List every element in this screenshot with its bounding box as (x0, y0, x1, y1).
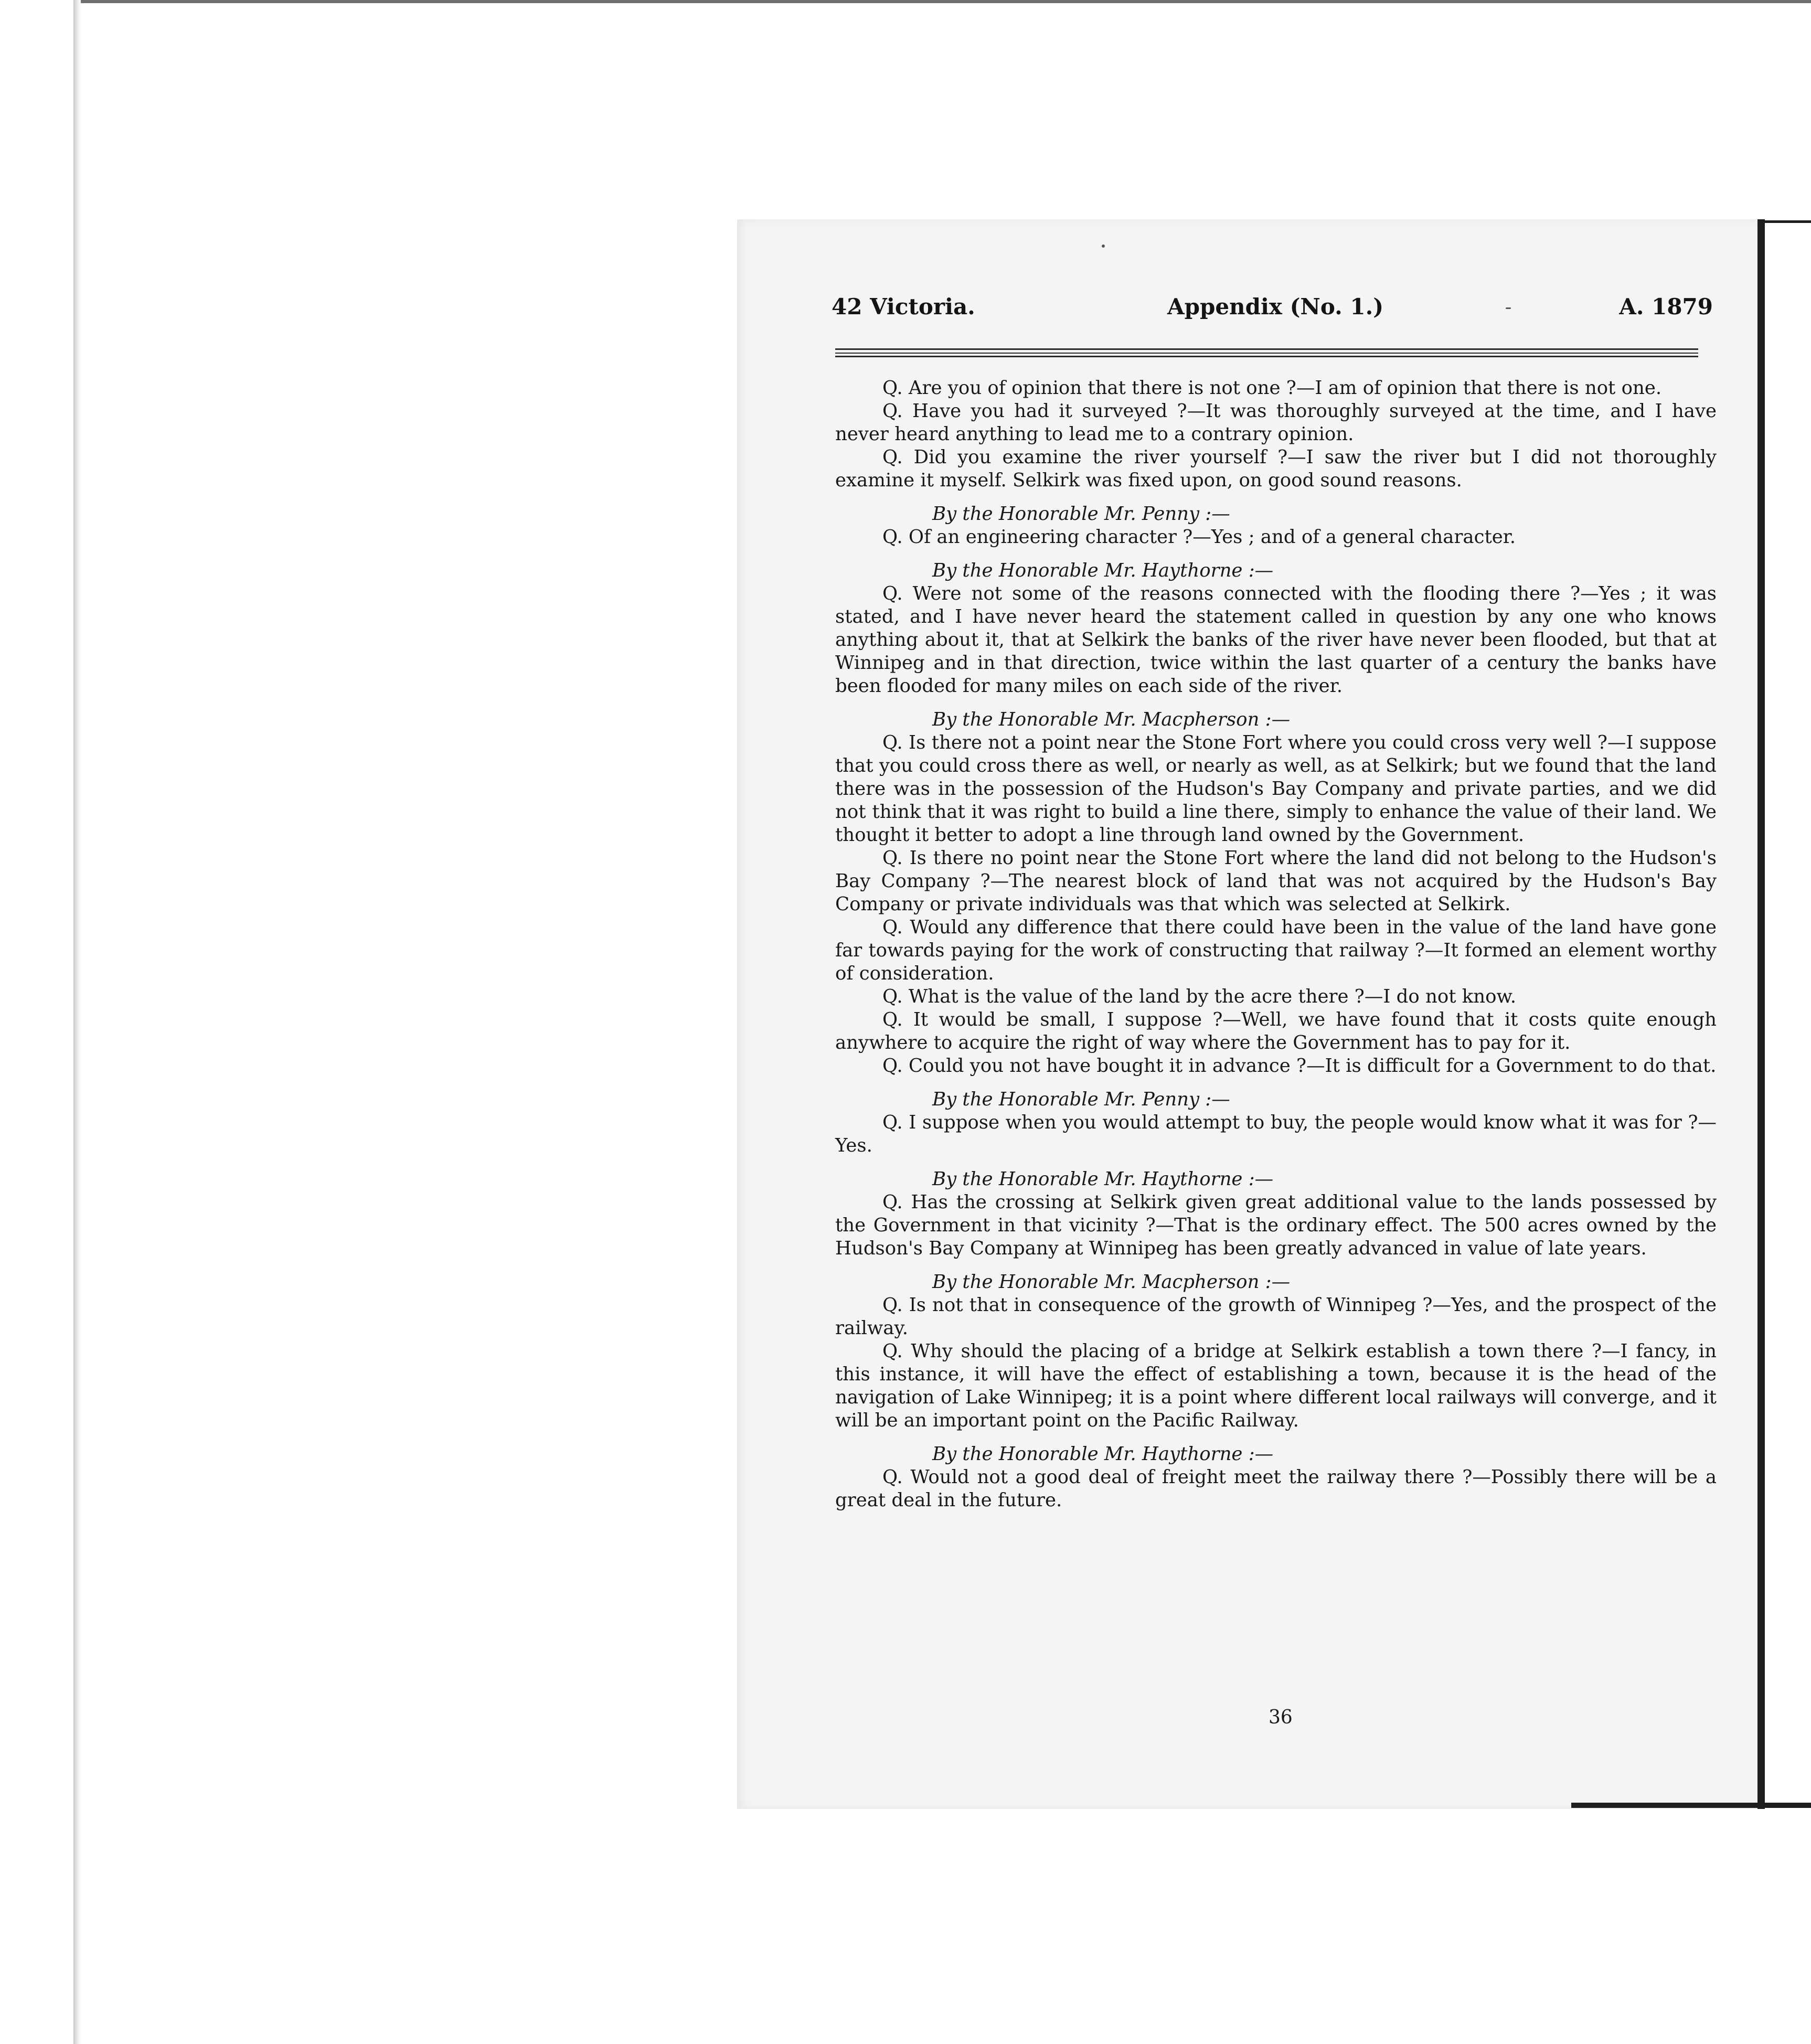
testimony-paragraph: Q. What is the value of the land by the acre there ?—I do not know. (882, 986, 1517, 1007)
page-number: 36 (1269, 1707, 1293, 1728)
header-year: A. 1879 (1619, 294, 1713, 320)
speaker-heading: By the Honorable Mr. Haythorne :— (932, 560, 1274, 581)
testimony-paragraph: Q. Did you examine the river yourself ?—I saw the river but I did not thoroughly examine it myself. Selkirk was fixed upon, on good sound reasons. (835, 446, 1717, 491)
page-spine-top (1765, 220, 1811, 223)
header-appendix: Appendix (No. 1.) (1167, 294, 1384, 320)
page-spine-shadow (1757, 219, 1765, 1809)
testimony-paragraph: Q. I suppose when you would attempt to buy, the people would know what it was for ?—Yes. (835, 1112, 1717, 1156)
speaker-heading: By the Honorable Mr. Penny :— (932, 503, 1230, 525)
testimony-paragraph: Q. Are you of opinion that there is not one ?—I am of opinion that there is not one. (882, 377, 1662, 399)
scan-speck (1102, 244, 1105, 248)
testimony-paragraph: Q. Have you had it surveyed ?—It was thoroughly surveyed at the time, and I have never heard anything to lead me to a contrary opinion. (835, 400, 1717, 445)
page-spine-bottom (1571, 1803, 1811, 1808)
scan-left-edge (73, 0, 81, 2044)
scan-top-edge (73, 0, 1811, 3)
testimony-paragraph: Q. Could you not have bought it in advance ?—It is difficult for a Government to do that. (882, 1055, 1717, 1077)
testimony-paragraph: Q. Is there no point near the Stone Fort where the land did not belong to the Hudson's Bay Company ?—The nearest block of land that was not acquired by the Hudson's Bay Company or private individuals was that which was selected at Selkirk. (835, 847, 1717, 915)
speaker-heading: By the Honorable Mr. Macpherson :— (932, 1271, 1291, 1293)
speaker-heading: By the Honorable Mr. Penny :— (932, 1089, 1230, 1110)
page-header (832, 294, 1713, 331)
document-body (835, 377, 1717, 1512)
testimony-paragraph: Q. It would be small, I suppose ?—Well, we have found that it costs quite enough anywhere to acquire the right of way where the Government has to pay for it. (835, 1009, 1717, 1053)
testimony-paragraph: Q. Is there not a point near the Stone Fort where you could cross very well ?—I suppose that you could cross there as well, or nearly as well, as at Selkirk; but we found that the land there was in the possession of the Hudson's Bay Company and private parties, and we did not think that it was right to build a line there, simply to enhance the value of their land. We thought it better to adopt a line through land owned by the Government. (835, 732, 1717, 846)
speaker-heading: By the Honorable Mr. Haythorne :— (932, 1168, 1274, 1190)
testimony-paragraph: Q. Would not a good deal of freight meet the railway there ?—Possibly there will be a great deal in the future. (835, 1466, 1717, 1511)
testimony-paragraph: Q. Would any difference that there could have been in the value of the land have gone far towards paying for the work of constructing that railway ?—It formed an element worthy of consideration. (835, 917, 1717, 984)
testimony-paragraph: Q. Why should the placing of a bridge at Selkirk establish a town there ?—I fancy, in this instance, it will have the effect of establishing a town, because it is the head of the navigation of Lake Winnipeg; it is a point where different local railways will converge, and it will be an important point on the Pacific Railway. (835, 1340, 1717, 1431)
header-rule (835, 348, 1698, 350)
testimony-paragraph: Q. Has the crossing at Selkirk given great additional value to the lands possessed by the Government in that vicinity ?—That is the ordinary effect. The 500 acres owned by the Hudson's Bay Company at Winnipeg has been greatly advanced in value of late years. (835, 1191, 1717, 1259)
testimony-paragraph: Q. Were not some of the reasons connected with the flooding there ?—Yes ; it was stated, and I have never heard the statement called in question by any one who knows anything about it, that at Selkirk the banks of the river have never been flooded, but that at Winnipeg and in that direction, twice within the last quarter of a century the banks have been flooded for many miles on each side of the river. (835, 583, 1717, 697)
testimony-paragraph: Q. Of an engineering character ?—Yes ; and of a general character. (882, 526, 1516, 548)
header-rule (835, 356, 1698, 357)
speaker-heading: By the Honorable Mr. Macpherson :— (932, 709, 1291, 730)
header-rule (835, 353, 1698, 354)
testimony-paragraph: Q. Is not that in consequence of the growth of Winnipeg ?—Yes, and the prospect of the railway. (835, 1294, 1717, 1339)
speaker-heading: By the Honorable Mr. Haythorne :— (932, 1443, 1274, 1465)
header-session: 42 Victoria. (832, 294, 975, 320)
